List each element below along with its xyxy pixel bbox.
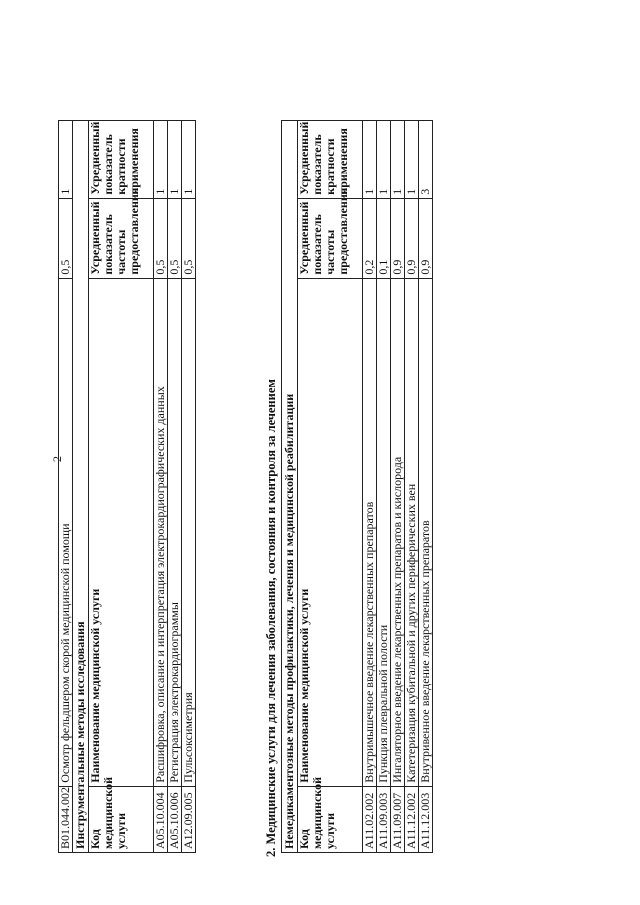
cell-name: Пульсоксиметрия bbox=[182, 278, 196, 786]
table-row bbox=[182, 121, 196, 853]
cell-code: A11.09.003 bbox=[377, 786, 391, 852]
cell-code: A05.10.006 bbox=[168, 786, 182, 852]
cell-name: Внутривенное введение лекарственных препаратов bbox=[419, 278, 433, 786]
cell-code: A12.09.005 bbox=[182, 786, 196, 852]
cell-code: A11.09.007 bbox=[391, 786, 405, 852]
table-row bbox=[391, 121, 405, 853]
cell-mult: 1 bbox=[182, 121, 196, 199]
header-row bbox=[298, 121, 363, 853]
header-row bbox=[89, 121, 154, 853]
cell-name: Пункция плевральной полости bbox=[377, 278, 391, 786]
cell-mult: 1 bbox=[405, 121, 419, 199]
cell-code: A11.12.002 bbox=[405, 786, 419, 852]
cell-name: Расшифровка, описание и интерпретация электрокардиографических данных bbox=[154, 278, 168, 786]
cell-code: A05.10.004 bbox=[154, 786, 168, 852]
cell-name: Регистрация электрокардиограммы bbox=[168, 278, 182, 786]
table-row bbox=[377, 121, 391, 853]
table-row bbox=[405, 121, 419, 853]
cell-freq: 0,5 bbox=[168, 198, 182, 278]
cell-name: Ингаляторное введение лекарственных препаратов и кислорода bbox=[391, 278, 405, 786]
cell-name: Внутримышечное введение лекарственных препаратов bbox=[363, 278, 377, 786]
header-mult: Усредненный показатель кратности применения bbox=[89, 121, 154, 199]
table-row bbox=[59, 121, 73, 853]
table-instrumental bbox=[58, 120, 196, 853]
header-name: Наименование медицинской услуги bbox=[298, 278, 363, 786]
cell-freq: 0,9 bbox=[391, 198, 405, 278]
header-freq: Усредненный показатель частоты предоставления bbox=[89, 198, 154, 278]
cell-mult: 1 bbox=[154, 121, 168, 199]
cell-freq: 0,1 bbox=[377, 198, 391, 278]
section-row bbox=[73, 121, 89, 853]
table-row bbox=[363, 121, 377, 853]
table-row bbox=[168, 121, 182, 853]
cell-name: Катетеризация кубитальной и других периферических вен bbox=[405, 278, 419, 786]
cell-mult: 1 bbox=[377, 121, 391, 199]
cell-freq: 0,5 bbox=[182, 198, 196, 278]
section-2-heading: 2. Медицинские услуги для лечения заболевания, состояния и контроля за лечением bbox=[264, 379, 278, 857]
cell-mult: 3 bbox=[419, 121, 433, 199]
cell-mult: 1 bbox=[59, 121, 73, 199]
table-nonmedication bbox=[281, 120, 433, 853]
section-row bbox=[282, 121, 298, 853]
page-number: 2 bbox=[50, 456, 64, 462]
cell-code: A11.02.002 bbox=[363, 786, 377, 852]
section-title: Немедикаментозные методы профилактики, лечения и медицинской реабилитации bbox=[282, 121, 298, 853]
cell-mult: 1 bbox=[363, 121, 377, 199]
cell-code: A11.12.003 bbox=[419, 786, 433, 852]
section-title: Инструментальные методы исследования bbox=[73, 121, 89, 853]
cell-mult: 1 bbox=[168, 121, 182, 199]
header-code: Код медицинской услуги bbox=[298, 786, 363, 852]
header-freq: Усредненный показатель частоты предоставления bbox=[298, 198, 363, 278]
cell-freq: 0,2 bbox=[363, 198, 377, 278]
cell-freq: 0,5 bbox=[154, 198, 168, 278]
cell-freq: 0,9 bbox=[405, 198, 419, 278]
cell-freq: 0,9 bbox=[419, 198, 433, 278]
header-name: Наименование медицинской услуги bbox=[89, 278, 154, 786]
table-row bbox=[419, 121, 433, 853]
table-row bbox=[154, 121, 168, 853]
cell-code: B01.044.002 bbox=[59, 786, 73, 852]
cell-name: Осмотр фельдшером скорой медицинской помощи bbox=[59, 278, 73, 786]
header-code: Код медицинской услуги bbox=[89, 786, 154, 852]
header-mult: Усредненный показатель кратности применения bbox=[298, 121, 363, 199]
cell-mult: 1 bbox=[391, 121, 405, 199]
cell-freq: 0,5 bbox=[59, 198, 73, 278]
